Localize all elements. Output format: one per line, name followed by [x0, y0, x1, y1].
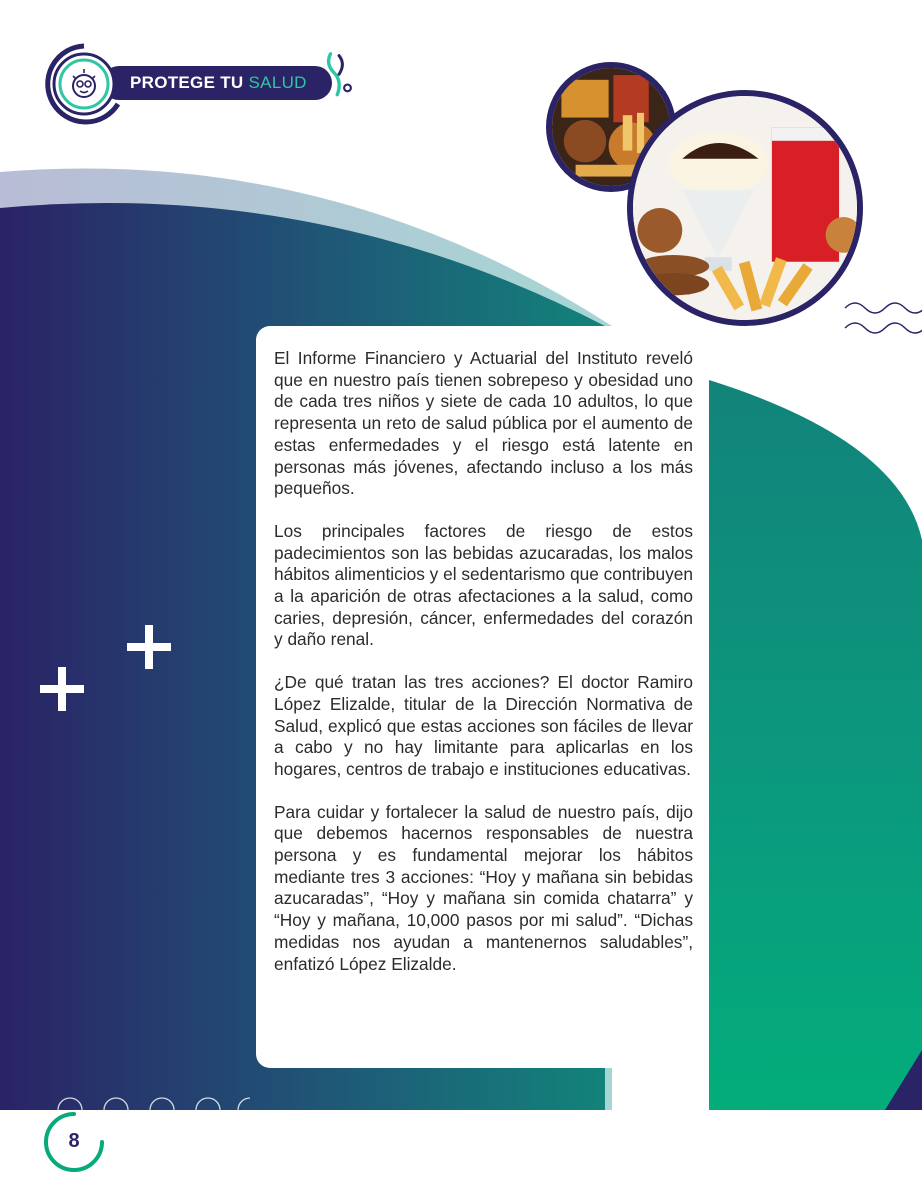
stethoscope-icon: [322, 48, 356, 104]
article-paragraph: Para cuidar y fortalecer la salud de nuestro país, dijo que debemos hacernos responsables de nuestra persona y es fundamental mejorar los hábitos mediante tres 3 acciones: “Hoy y mañana sin bebidas azucaradas”, “Hoy y mañana sin comida chatarra” y “Hoy y mañana, 10,000 pasos por mi salud”. “Dichas medidas nos ayudan a mantenernos saludables”, enfatizó López Elizalde.: [274, 801, 693, 974]
mascot-icon: [64, 64, 104, 104]
article-paragraph: El Informe Financiero y Actuarial del Instituto reveló que en nuestro país tienen sobrepeso y obesidad uno de cada tres niños y siete de cada 10 adultos, lo que representa un reto de salud pública por el aumento de estas enfermedades y el riesgo está latente en personas más jóvenes, afectando incluso a los más pequeños.: [274, 348, 693, 499]
plus-icon: [40, 667, 84, 711]
article-paragraph: Los principales factores de riesgo de estos padecimientos son las bebidas azucaradas, los malos hábitos alimenticios y el sedentarismo que contribuyen a la aparición de otras afectaciones a la salud, como caries, depresión, cáncer, enfermedades del corazón y daño renal.: [274, 520, 693, 650]
page-number: 8: [68, 1130, 80, 1152]
ice-cream-soda-fries-photo: [627, 90, 863, 326]
badge-title-strong: PROTEGE TU: [130, 73, 244, 92]
article-paragraph: ¿De qué tratan las tres acciones? El doctor Ramiro López Elizalde, titular de la Dirección Normativa de Salud, explicó que estas acciones son fáciles de llevar a cabo y no hay limitante para aplicarlas en los hogares, centros de trabajo e instituciones educativas.: [274, 672, 693, 779]
plus-icon: [127, 625, 171, 669]
badge-title: [130, 73, 307, 93]
page-number-badge: [42, 1110, 106, 1174]
article-card: [256, 326, 709, 1068]
badge-title-accent: SALUD: [248, 73, 307, 92]
